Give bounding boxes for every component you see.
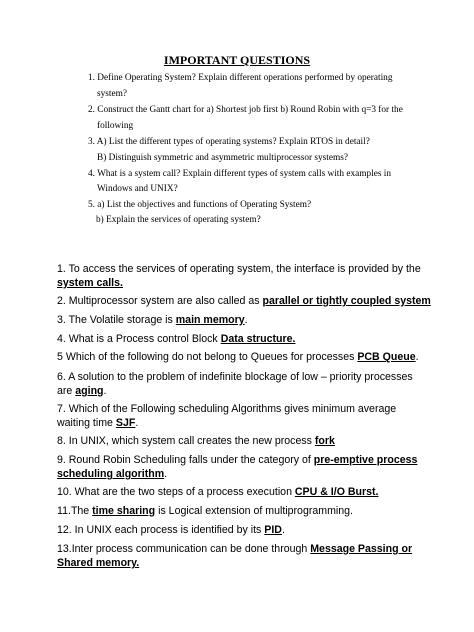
answer-line: system calls. <box>57 277 123 289</box>
question-2: 2. Construct the Gantt chart for a) Shortest job first b) Round Robin with q=3 for the <box>88 105 403 115</box>
answer-line: Shared memory. <box>57 557 140 569</box>
answer-line: 8. In UNIX, which system call creates the new process fork <box>57 435 335 447</box>
question-5b: b) Explain the services of operating system? <box>96 215 261 225</box>
answer-line: 11.The time sharing is Logical extension of multiprogramming. <box>57 505 353 517</box>
question-3a: 3. A) List the different types of operating systems? Explain RTOS in detail? <box>88 137 370 147</box>
question-3b: B) Distinguish symmetric and asymmetric multiprocessor systems? <box>97 153 348 163</box>
question-2-cont: following <box>97 121 134 131</box>
answer-line: 7. Which of the Following scheduling Algorithms gives minimum average <box>57 403 397 415</box>
answer-line: waiting time SJF. <box>57 417 139 429</box>
answer-line: 2. Multiprocessor system are also called as parallel or tightly coupled system <box>57 295 431 307</box>
question-5a: 5. a) List the objectives and functions of Operating System? <box>88 200 312 210</box>
question-1: 1. Define Operating System? Explain different operations performed by operating <box>88 73 393 83</box>
answer-line: 1. To access the services of operating system, the interface is provided by the <box>57 263 421 275</box>
question-4-cont: Windows and UNIX? <box>97 184 178 194</box>
answer-line: 5 Which of the following do not belong to Queues for processes PCB Queue. <box>57 351 419 363</box>
answer-line: are aging. <box>57 385 107 397</box>
answer-line: 4. What is a Process control Block Data structure. <box>57 333 296 345</box>
answer-line: 3. The Volatile storage is main memory. <box>57 314 248 326</box>
question-4: 4. What is a system call? Explain different types of system calls with examples in <box>88 169 392 179</box>
answer-line: 12. In UNIX each process is identified by its PID. <box>57 524 285 536</box>
answer-line: 6. A solution to the problem of indefinite blockage of low – priority processes <box>57 371 413 383</box>
answer-line: scheduling algorithm. <box>57 468 168 480</box>
question-1-cont: system? <box>97 89 127 99</box>
answer-line: 9. Round Robin Scheduling falls under the category of pre-emptive process <box>57 454 418 466</box>
page-title: IMPORTANT QUESTIONS <box>163 53 311 67</box>
answer-line: 10. What are the two steps of a process execution CPU & I/O Burst. <box>57 486 379 498</box>
answer-line: 13.Inter process communication can be done through Message Passing or <box>57 543 413 555</box>
